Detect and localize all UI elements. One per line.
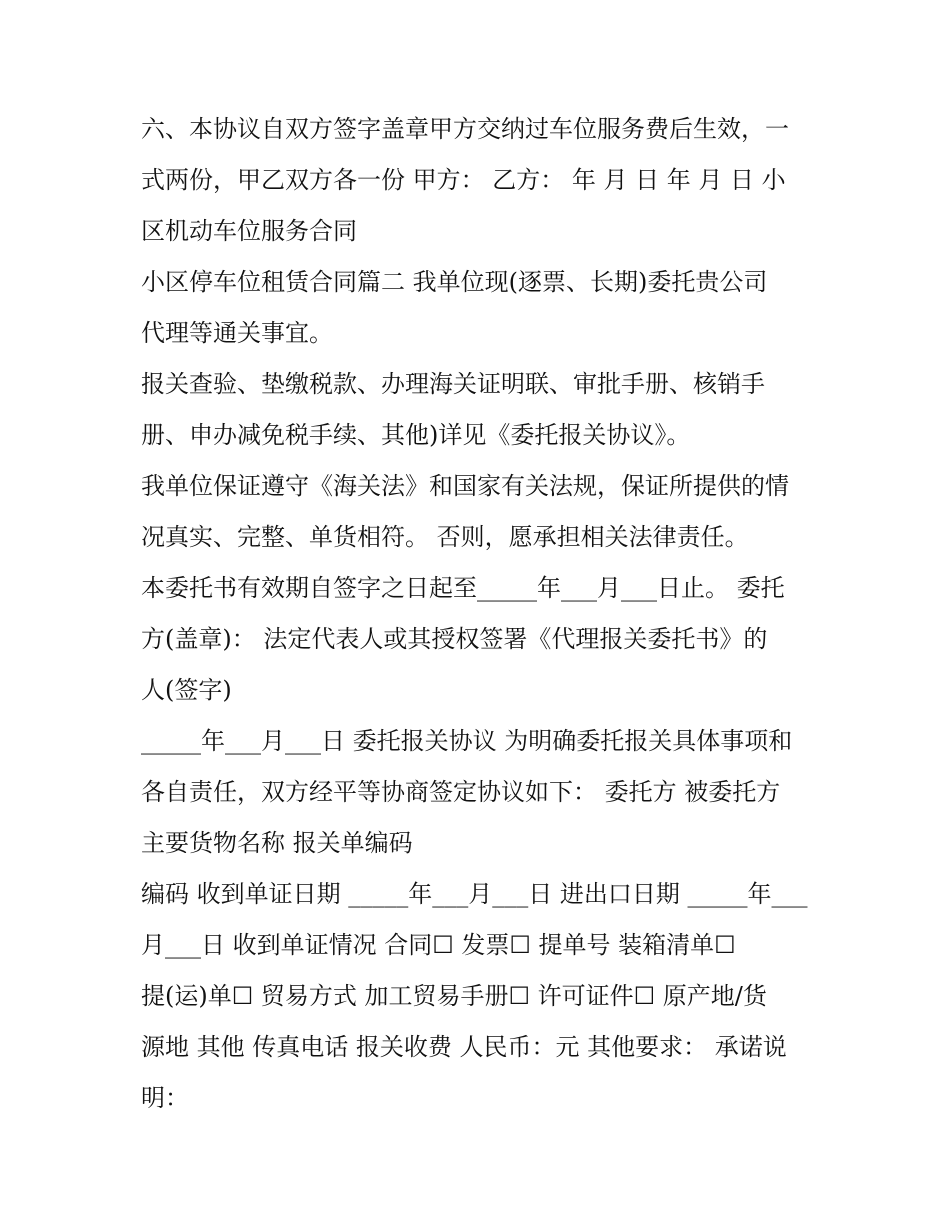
text-line: 六、本协议自双方签字盖章甲方交纳过车位服务费后生效，一 <box>141 115 789 143</box>
text-line: 式两份，甲乙双方各一份 甲方： 乙方： 年 月 日 年 月 日 小 <box>141 166 786 194</box>
text-line: 册、申办减免税手续、其他)详见《委托报关协议》。 <box>141 421 691 449</box>
text-line: 明： <box>141 1084 189 1112</box>
text-line: _____年___月___日 委托报关协议 为明确委托报关具体事项和 <box>141 727 793 755</box>
text-line: 况真实、完整、单货相符。 否则，愿承担相关法律责任。 <box>141 523 749 551</box>
text-line: 本委托书有效期自签字之日起至_____年___月___日止。 委托 <box>141 574 785 602</box>
text-line: 提(运)单☐ 贸易方式 加工贸易手册☐ 许可证件☐ 原产地/货 <box>141 982 767 1010</box>
text-line: 月___日 收到单证情况 合同☐ 发票☐ 提单号 装箱清单☐ <box>141 931 736 959</box>
text-line: 区机动车位服务合同 <box>141 217 357 245</box>
text-line: 小区停车位租赁合同篇二 我单位现(逐票、长期)委托贵公司 <box>141 268 768 296</box>
text-line: 各自责任，双方经平等协商签定协议如下： 委托方 被委托方 <box>141 778 781 806</box>
text-line: 方(盖章)： 法定代表人或其授权签署《代理报关委托书》的 <box>141 625 768 653</box>
text-line: 编码 收到单证日期 _____年___月___日 进出口日期 _____年___ <box>141 880 808 908</box>
text-line: 源地 其他 传真电话 报关收费 人民币：元 其他要求： 承诺说 <box>141 1033 787 1061</box>
text-line: 我单位保证遵守《海关法》和国家有关法规，保证所提供的情 <box>141 472 789 500</box>
text-line: 代理等通关事宜。 <box>141 319 333 347</box>
text-line: 报关查验、垫缴税款、办理海关证明联、审批手册、核销手 <box>141 370 765 398</box>
text-line: 主要货物名称 报关单编码 <box>141 829 413 857</box>
document-body <box>141 104 821 1124</box>
text-line: 人(签字) <box>141 676 232 704</box>
